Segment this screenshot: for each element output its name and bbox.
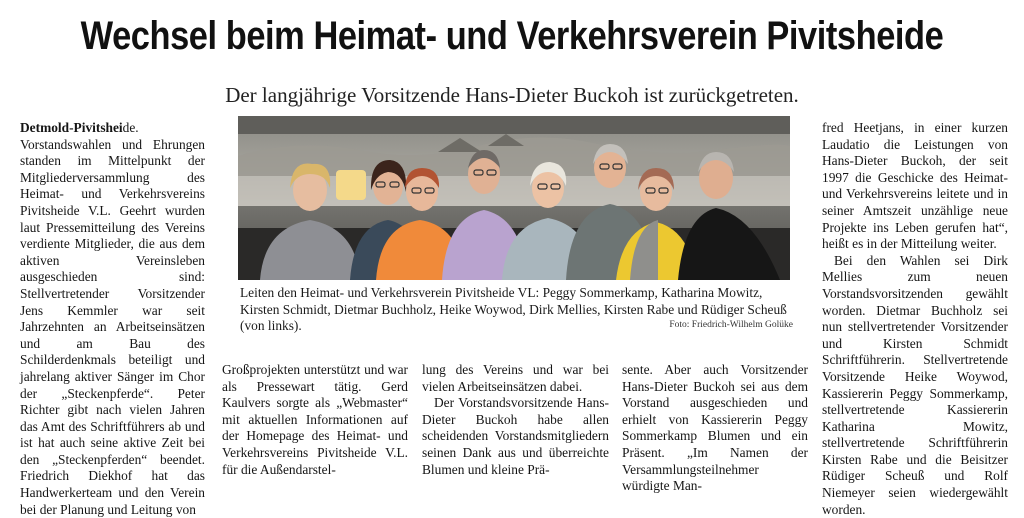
column-3-paragraph-2: Der Vorstandsvorsitzende Hans-Dieter Buckoh habe allen scheidenden Vorstandsmitgliedern seinen Dank aus und überreichte Blumen und kleine Prä- — [422, 395, 609, 477]
right-column-paragraph-2: Bei den Wahlen sei Dirk Mellies zum neuen Vorstandsvorsitzenden gewählt worden. Dietmar Buchholz sei nun stellvertretender Vorsitzender und Kirsten Schmidt Schriftführerin. Stellvertretende Vorsitzende Heike Woywod, Kassiererin Peggy Sommerkamp, stellvertretende Kassiererin Katharina Mowitz, stellvertretende Schriftführerin Kirsten Rabe und die Beisitzer Rüdiger Scheuß und Rolf Niemeyer seien wiedergewählt worden. — [822, 252, 1008, 517]
article-headline: Wechsel beim Heimat- und Verkehrsverein Pivitsheide — [80, 14, 944, 58]
column-1-text: de. Vorstandswahlen und Ehrungen standen im Mittelpunkt der Mitgliederversammlung des Heimat- und Verkehrsvereins Pivitsheide V.L. Geehrt wurden laut Pressemitteilung des Vereins verdiente Mitglieder, die aus dem aktiven Vereinsleben ausgeschieden sind: Stellvertretender Vorsitzender Jens Kemmler war seit Jahrzehnten an Arbeitseinsätzen und am Bau des Schilderdenkmals beteiligt und jahrelang aktiver Sänger im Chor der „Steckenpferde“. Peter Richter gibt nach vielen Jahren das Amt des Schriftführers ab und ist hat auch seine aktive Zeit bei den „Steckenpferden“ beendet. Friedrich Diekhof hat das Handwerkerteam und den Verein bei der Planung und Leitung von — [20, 120, 205, 517]
article-column-2 — [222, 362, 408, 478]
dateline: Detmold-Pivitshei — [20, 120, 123, 135]
photo-credit: Foto: Friedrich-Wilhelm Golüke — [669, 320, 793, 330]
article-column-right — [822, 120, 1008, 518]
column-3-paragraph-1: lung des Vereins und war bei vielen Arbeitseinsätzen dabei. — [422, 362, 609, 394]
article-column-4 — [622, 362, 808, 495]
column-2-text: Großprojekten unterstützt und war als Pressewart tätig. Gerd Kaulvers sorgte als „Webmaster“ mit aktuellen Informationen auf der Homepage des Heimat- und Verkehrsvereins Pivitsheide V.L. für die Außendarstel- — [222, 362, 408, 477]
group-photo — [238, 116, 790, 280]
article-subheadline: Der langjährige Vorsitzende Hans-Dieter Buckoh ist zurückgetreten. — [225, 83, 799, 107]
photo-caption: Leiten den Heimat- und Verkehrsverein Pivitsheide VL: Peggy Sommerkamp, Katharina Mowitz, Kirsten Schmidt, Dietmar Buchholz, Heike Woywod, Dirk Mellies, Kirsten Rabe und Rüdiger Scheuß (von links). — [240, 285, 787, 334]
column-4-text: sente. Aber auch Vorsitzender Hans-Dieter Buckoh sei aus dem Vorstand ausgeschieden und erhielt von Kassiererin Peggy Sommerkamp Blumen und ein Präsent. „Im Namen der Versammlungsteilnehmer würdigte Man- — [622, 362, 808, 494]
article-column-1 — [20, 120, 205, 518]
right-column-paragraph-1: fred Heetjans, in einer kurzen Laudatio die Leistungen von Hans-Dieter Buckoh, der seit 1997 die Geschicke des Heimat- und Verkehrsvereins leitete und in seiner Amtszeit unzählige neue Projekte ins Leben gerufen hat“, heißt es in der Mitteilung weiter. — [822, 120, 1008, 252]
article-column-3 — [422, 362, 609, 478]
